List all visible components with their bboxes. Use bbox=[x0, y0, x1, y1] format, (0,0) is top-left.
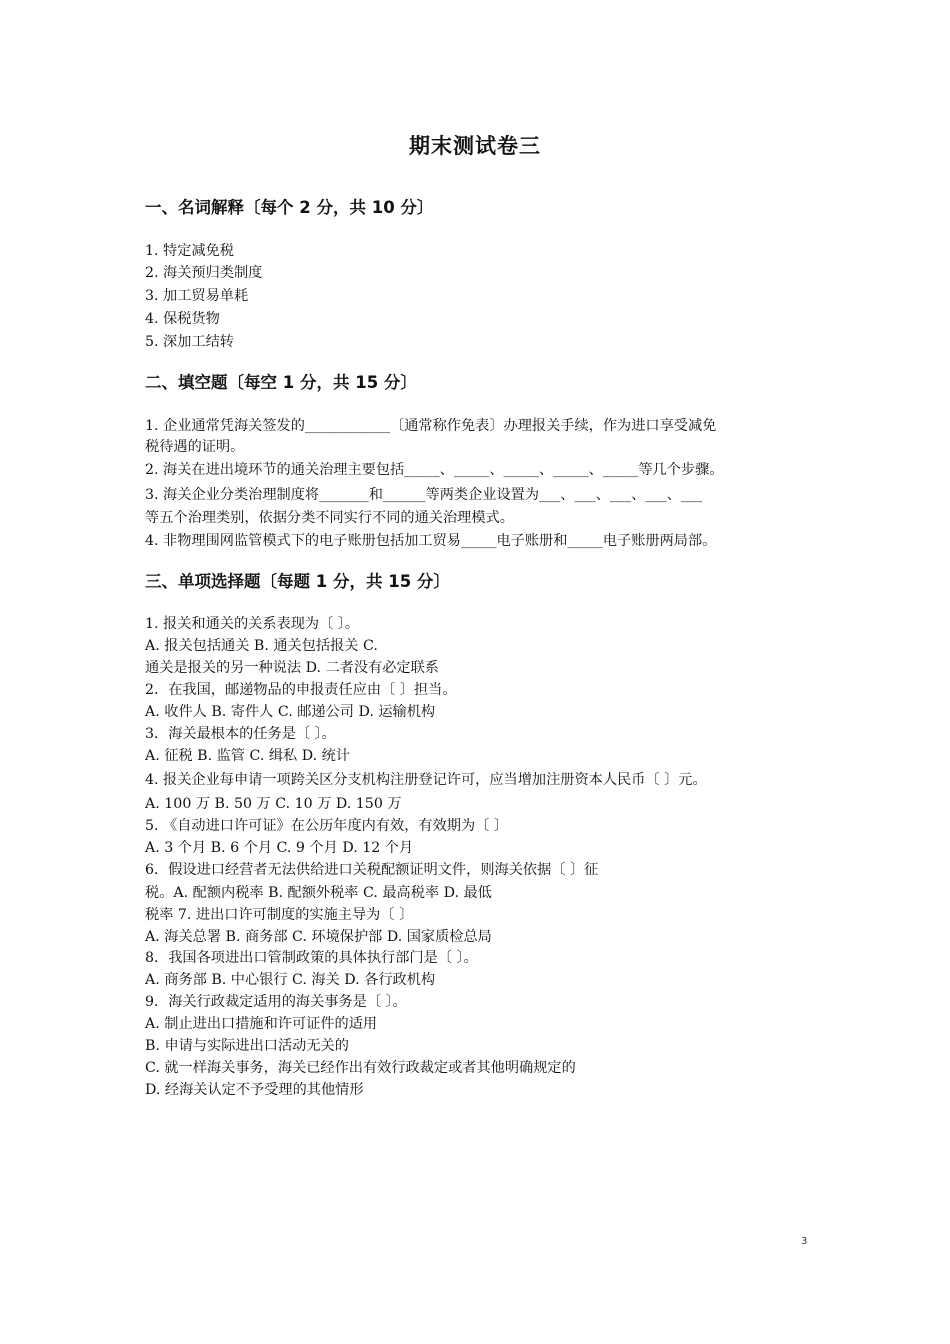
choice-line: A. 海关总署 B. 商务部 C. 环境保护部 D. 国家质检总局 bbox=[145, 929, 492, 945]
fill-blank-line: 1. 企业通常凭海关签发的____________〔通常称作免表〕办理报关手续，作为进口享受减免 bbox=[145, 418, 717, 434]
choice-line: B. 申请与实际进出口活动无关的 bbox=[145, 1038, 349, 1054]
choice-line: A. 收件人 B. 寄件人 C. 邮递公司 D. 运输机构 bbox=[145, 704, 436, 720]
choice-line: A. 制止进出口措施和许可证件的适用 bbox=[145, 1016, 378, 1032]
section-heading-fill-blank: 二、填空题〔每空 1 分，共 15 分〕 bbox=[145, 373, 417, 392]
fill-blank-line: 税待遇的证明。 bbox=[145, 439, 245, 455]
choice-line: 5. 《自动进口许可证》在公历年度内有效，有效期为〔 〕 bbox=[145, 818, 509, 834]
section-heading-terms: 一、名词解释〔每个 2 分，共 10 分〕 bbox=[145, 198, 434, 217]
term-item: 1. 特定减免税 bbox=[145, 243, 234, 259]
choice-line: 税率 7. 进出口许可制度的实施主导为〔 〕 bbox=[145, 907, 414, 923]
choice-line: 通关是报关的另一种说法 D. 二者没有必定联系 bbox=[145, 660, 439, 676]
fill-blank-line: 2. 海关在进出境环节的通关治理主要包括_____、_____、_____、_____、_____等几个步骤。 bbox=[145, 462, 724, 478]
choice-line: A. 100 万 B. 50 万 C. 10 万 D. 150 万 bbox=[145, 796, 402, 812]
choice-line: A. 征税 B. 监管 C. 缉私 D. 统计 bbox=[145, 748, 350, 764]
page-number: 3 bbox=[801, 1236, 808, 1247]
term-item: 4. 保税货物 bbox=[145, 311, 220, 327]
choice-line: 3．海关最根本的任务是〔 〕。 bbox=[145, 726, 336, 742]
choice-line: 6．假设进口经营者无法供给进口关税配额证明文件，则海关依据〔 〕征 bbox=[145, 862, 599, 878]
fill-blank-line: 等五个治理类别，依据分类不同实行不同的通关治理模式。 bbox=[145, 510, 514, 526]
choice-line: 1. 报关和通关的关系表现为〔 〕。 bbox=[145, 616, 360, 632]
term-item: 5. 深加工结转 bbox=[145, 334, 234, 350]
fill-blank-line: 4. 非物理围网监管模式下的电子账册包括加工贸易_____电子账册和_____电子账册两局部。 bbox=[145, 533, 717, 549]
page-title: 期末测试卷三 bbox=[409, 134, 541, 158]
choice-line: 9．海关行政裁定适用的海关事务是〔 〕。 bbox=[145, 994, 407, 1010]
choice-line: 4. 报关企业每申请一项跨关区分支机构注册登记许可，应当增加注册资本人民币〔 〕元。 bbox=[145, 772, 707, 788]
choice-line: D. 经海关认定不予受理的其他情形 bbox=[145, 1082, 364, 1098]
fill-blank-line: 3. 海关企业分类治理制度将_______和______等两类企业设置为___、___、___、___、___ bbox=[145, 487, 703, 503]
choice-line: A. 商务部 B. 中心银行 C. 海关 D. 各行政机构 bbox=[145, 972, 436, 988]
choice-line: 2．在我国，邮递物品的申报责任应由〔 〕担当。 bbox=[145, 682, 457, 698]
choice-line: C. 就一样海关事务，海关已经作出有效行政裁定或者其他明确规定的 bbox=[145, 1060, 576, 1076]
section-heading-single-choice: 三、单项选择题〔每题 1 分，共 15 分〕 bbox=[145, 572, 450, 591]
term-item: 3. 加工贸易单耗 bbox=[145, 288, 249, 304]
choice-line: A. 报关包括通关 B. 通关包括报关 C. bbox=[145, 638, 378, 654]
choice-line: A. 3 个月 B. 6 个月 C. 9 个月 D. 12 个月 bbox=[145, 840, 414, 856]
term-item: 2. 海关预归类制度 bbox=[145, 265, 263, 281]
choice-line: 税。A. 配额内税率 B. 配额外税率 C. 最高税率 D. 最低 bbox=[145, 885, 492, 901]
choice-line: 8．我国各项进出口管制政策的具体执行部门是〔 〕。 bbox=[145, 950, 478, 966]
